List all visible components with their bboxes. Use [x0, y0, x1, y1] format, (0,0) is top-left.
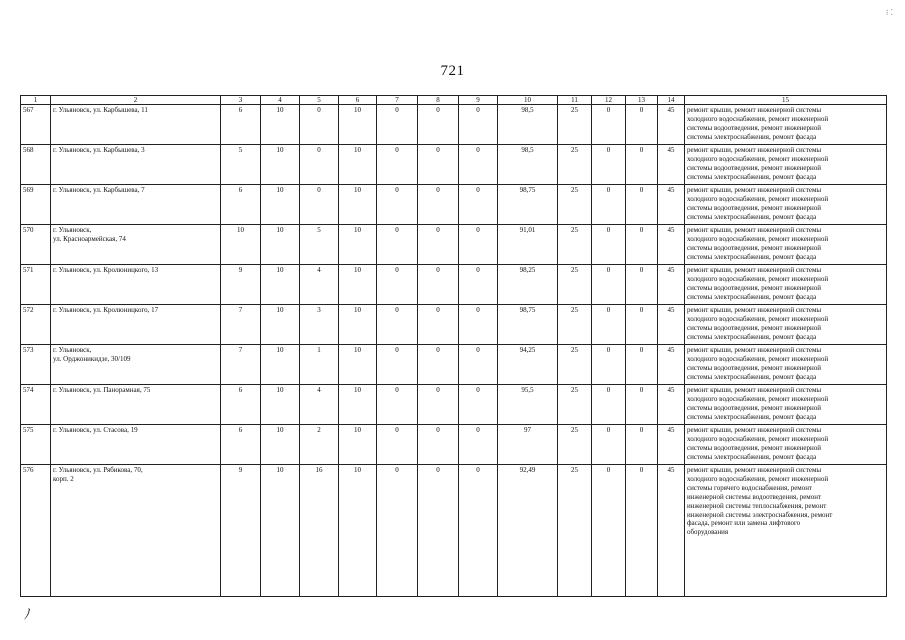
row-number: 572 — [21, 305, 51, 345]
address-line: г. Ульяновск, ул. Карбышева, 7 — [53, 186, 145, 194]
value-cell-5: 16 — [300, 465, 339, 597]
value-cell-11: 25 — [558, 105, 592, 145]
repair-works-line: системы водоотведения, ремонт инженерной — [687, 443, 822, 452]
value-cell-5: 4 — [300, 385, 339, 425]
value-cell-9: 0 — [459, 145, 498, 185]
value-cell-7: 0 — [377, 265, 418, 305]
value-cell-14: 45 — [658, 225, 685, 265]
repair-works-line: фасада, ремонт или замена лифтового — [687, 519, 801, 528]
value-cell-12: 0 — [592, 425, 626, 465]
row-number: 570 — [21, 225, 51, 265]
value-cell-3: 9 — [221, 465, 261, 597]
address-cell — [51, 265, 221, 305]
value-cell-5: 1 — [300, 345, 339, 385]
table-row — [21, 425, 887, 465]
value-cell-8: 0 — [418, 305, 459, 345]
value-cell-7: 0 — [377, 105, 418, 145]
value-cell-11: 25 — [558, 345, 592, 385]
value-cell-12: 0 — [592, 105, 626, 145]
value-cell-4: 10 — [261, 145, 300, 185]
value-cell-5: 5 — [300, 225, 339, 265]
repair-works-cell — [685, 305, 887, 345]
repair-works-line: ремонт крыши, ремонт инженерной системы — [687, 466, 822, 474]
table-row — [21, 305, 887, 345]
repair-works-cell — [685, 185, 887, 225]
repair-works-cell — [685, 225, 887, 265]
value-cell-13: 0 — [626, 425, 658, 465]
address-line: г. Ульяновск, — [53, 226, 92, 234]
repair-works-line: ремонт крыши, ремонт инженерной системы — [687, 266, 822, 274]
value-cell-13: 0 — [626, 305, 658, 345]
value-cell-9: 0 — [459, 105, 498, 145]
value-cell-9: 0 — [459, 465, 498, 597]
value-cell-6: 10 — [339, 185, 377, 225]
value-cell-12: 0 — [592, 185, 626, 225]
value-cell-10: 98,5 — [498, 105, 558, 145]
repair-works-line: системы электроснабжения, ремонт фасада — [687, 212, 817, 221]
value-cell-4: 10 — [261, 425, 300, 465]
column-header-12: 12 — [592, 96, 626, 105]
value-cell-9: 0 — [459, 265, 498, 305]
address-cell — [51, 385, 221, 425]
value-cell-11: 25 — [558, 465, 592, 597]
value-cell-14: 45 — [658, 305, 685, 345]
repair-works-cell — [685, 385, 887, 425]
value-cell-4: 10 — [261, 465, 300, 597]
value-cell-14: 45 — [658, 185, 685, 225]
value-cell-8: 0 — [418, 265, 459, 305]
value-cell-9: 0 — [459, 185, 498, 225]
repair-works-line: холодного водоснабжения, ремонт инженерной — [687, 154, 829, 163]
value-cell-6: 10 — [339, 345, 377, 385]
repair-works-line: системы водоотведения, ремонт инженерной — [687, 403, 822, 412]
repair-works-line: системы водоотведения, ремонт инженерной — [687, 363, 822, 372]
value-cell-12: 0 — [592, 465, 626, 597]
repair-works-line: ремонт крыши, ремонт инженерной системы — [687, 106, 822, 114]
column-header-11: 11 — [558, 96, 592, 105]
value-cell-4: 10 — [261, 265, 300, 305]
value-cell-6: 10 — [339, 225, 377, 265]
repair-works-line: ремонт крыши, ремонт инженерной системы — [687, 186, 822, 194]
repair-works-line: системы электроснабжения, ремонт фасада — [687, 332, 817, 341]
value-cell-5: 0 — [300, 185, 339, 225]
value-cell-6: 10 — [339, 305, 377, 345]
value-cell-13: 0 — [626, 465, 658, 597]
repair-works-line: ремонт крыши, ремонт инженерной системы — [687, 346, 822, 354]
value-cell-14: 45 — [658, 465, 685, 597]
column-header-6: 6 — [339, 96, 377, 105]
value-cell-14: 45 — [658, 425, 685, 465]
value-cell-14: 45 — [658, 265, 685, 305]
table-row — [21, 185, 887, 225]
value-cell-3: 6 — [221, 185, 261, 225]
column-header-8: 8 — [418, 96, 459, 105]
value-cell-14: 45 — [658, 105, 685, 145]
value-cell-3: 6 — [221, 425, 261, 465]
value-cell-7: 0 — [377, 305, 418, 345]
repair-works-line: инженерной системы водоотведения, ремонт — [687, 492, 822, 501]
value-cell-4: 10 — [261, 105, 300, 145]
value-cell-7: 0 — [377, 425, 418, 465]
value-cell-11: 25 — [558, 425, 592, 465]
repair-works-line: холодного водоснабжения, ремонт инженерной — [687, 274, 829, 283]
value-cell-6: 10 — [339, 425, 377, 465]
value-cell-13: 0 — [626, 105, 658, 145]
repair-works-line: оборудования — [687, 528, 729, 537]
repair-works-line: системы электроснабжения, ремонт фасада — [687, 172, 817, 181]
value-cell-10: 98,75 — [498, 185, 558, 225]
value-cell-3: 6 — [221, 385, 261, 425]
column-header-9: 9 — [459, 96, 498, 105]
repair-works-line: системы электроснабжения, ремонт фасада — [687, 132, 817, 141]
repair-works-line: системы электроснабжения, ремонт фасада — [687, 452, 817, 461]
value-cell-14: 45 — [658, 345, 685, 385]
address-cell — [51, 145, 221, 185]
value-cell-10: 95,5 — [498, 385, 558, 425]
repair-works-cell — [685, 465, 887, 597]
row-number: 575 — [21, 425, 51, 465]
column-header-5: 5 — [300, 96, 339, 105]
address-line: г. Ульяновск, — [53, 346, 92, 354]
corner-scan-mark: ⁝ ⁚ — [885, 8, 893, 17]
address-cell — [51, 305, 221, 345]
value-cell-6: 10 — [339, 465, 377, 597]
table-row — [21, 145, 887, 185]
value-cell-13: 0 — [626, 225, 658, 265]
value-cell-7: 0 — [377, 225, 418, 265]
repair-works-line: системы водоотведения, ремонт инженерной — [687, 323, 822, 332]
value-cell-7: 0 — [377, 465, 418, 597]
repair-works-line: инженерной системы электроснабжения, ремонт — [687, 510, 833, 519]
column-header-15: 15 — [685, 96, 887, 105]
row-number: 576 — [21, 465, 51, 597]
value-cell-11: 25 — [558, 185, 592, 225]
address-cell — [51, 105, 221, 145]
column-header-4: 4 — [261, 96, 300, 105]
repair-works-line: ремонт крыши, ремонт инженерной системы — [687, 146, 822, 154]
value-cell-8: 0 — [418, 425, 459, 465]
repair-works-line: системы электроснабжения, ремонт фасада — [687, 412, 817, 421]
value-cell-13: 0 — [626, 185, 658, 225]
repair-works-line: системы водоотведения, ремонт инженерной — [687, 163, 822, 172]
value-cell-3: 6 — [221, 105, 261, 145]
repair-works-cell — [685, 265, 887, 305]
value-cell-3: 10 — [221, 225, 261, 265]
row-number: 573 — [21, 345, 51, 385]
value-cell-12: 0 — [592, 265, 626, 305]
column-header-13: 13 — [626, 96, 658, 105]
value-cell-10: 91,01 — [498, 225, 558, 265]
repair-works-cell — [685, 345, 887, 385]
address-line: ул. Орджоникидзе, 30/109 — [53, 354, 131, 363]
value-cell-4: 10 — [261, 385, 300, 425]
value-cell-6: 10 — [339, 385, 377, 425]
row-number: 569 — [21, 185, 51, 225]
value-cell-14: 45 — [658, 145, 685, 185]
value-cell-12: 0 — [592, 345, 626, 385]
value-cell-9: 0 — [459, 425, 498, 465]
address-line: корп. 2 — [53, 474, 74, 483]
address-line: ул. Красноармейская, 74 — [53, 234, 126, 243]
value-cell-8: 0 — [418, 145, 459, 185]
column-header-14: 14 — [658, 96, 685, 105]
value-cell-7: 0 — [377, 385, 418, 425]
repair-works-line: холодного водоснабжения, ремонт инженерной — [687, 394, 829, 403]
column-header-7: 7 — [377, 96, 418, 105]
value-cell-6: 10 — [339, 145, 377, 185]
value-cell-10: 97 — [498, 425, 558, 465]
table-row — [21, 225, 887, 265]
column-header-2: 2 — [51, 96, 221, 105]
value-cell-13: 0 — [626, 345, 658, 385]
value-cell-5: 4 — [300, 265, 339, 305]
row-number: 567 — [21, 105, 51, 145]
table-row — [21, 465, 887, 597]
column-header-1: 1 — [21, 96, 51, 105]
repair-works-line: системы электроснабжения, ремонт фасада — [687, 372, 817, 381]
value-cell-12: 0 — [592, 225, 626, 265]
value-cell-8: 0 — [418, 465, 459, 597]
repair-works-line: ремонт крыши, ремонт инженерной системы — [687, 226, 822, 234]
address-line: г. Ульяновск, ул. Карбышева, 3 — [53, 146, 145, 154]
capital-repair-table — [20, 95, 887, 597]
address-cell — [51, 345, 221, 385]
value-cell-4: 10 — [261, 225, 300, 265]
repair-works-cell — [685, 145, 887, 185]
value-cell-13: 0 — [626, 385, 658, 425]
repair-works-line: ремонт крыши, ремонт инженерной системы — [687, 306, 822, 314]
value-cell-3: 9 — [221, 265, 261, 305]
repair-works-line: холодного водоснабжения, ремонт инженерной — [687, 194, 829, 203]
repair-works-line: холодного водоснабжения, ремонт инженерной — [687, 234, 829, 243]
address-line: г. Ульяновск, ул. Панорамная, 75 — [53, 386, 151, 394]
repair-works-line: холодного водоснабжения, ремонт инженерной — [687, 474, 829, 483]
repair-works-line: холодного водоснабжения, ремонт инженерной — [687, 434, 829, 443]
value-cell-5: 0 — [300, 105, 339, 145]
value-cell-5: 2 — [300, 425, 339, 465]
repair-works-line: системы электроснабжения, ремонт фасада — [687, 252, 817, 261]
repair-works-line: системы электроснабжения, ремонт фасада — [687, 292, 817, 301]
value-cell-3: 5 — [221, 145, 261, 185]
value-cell-9: 0 — [459, 305, 498, 345]
table-row — [21, 105, 887, 145]
value-cell-9: 0 — [459, 225, 498, 265]
value-cell-11: 25 — [558, 145, 592, 185]
column-header-3: 3 — [221, 96, 261, 105]
address-line: г. Ульяновск, ул. Стасова, 19 — [53, 426, 138, 434]
address-cell — [51, 225, 221, 265]
repair-works-line: инженерной системы теплоснабжения, ремонт — [687, 501, 827, 510]
row-number: 571 — [21, 265, 51, 305]
value-cell-10: 94,25 — [498, 345, 558, 385]
repair-works-line: ремонт крыши, ремонт инженерной системы — [687, 426, 822, 434]
value-cell-12: 0 — [592, 305, 626, 345]
value-cell-8: 0 — [418, 225, 459, 265]
address-line: г. Ульяновск, ул. Кролюницкого, 17 — [53, 306, 159, 314]
value-cell-11: 25 — [558, 265, 592, 305]
repair-works-cell — [685, 105, 887, 145]
value-cell-10: 98,25 — [498, 265, 558, 305]
value-cell-11: 25 — [558, 385, 592, 425]
value-cell-8: 0 — [418, 105, 459, 145]
repair-works-line: холодного водоснабжения, ремонт инженерной — [687, 114, 829, 123]
value-cell-8: 0 — [418, 345, 459, 385]
value-cell-3: 7 — [221, 305, 261, 345]
value-cell-7: 0 — [377, 345, 418, 385]
value-cell-4: 10 — [261, 345, 300, 385]
value-cell-11: 25 — [558, 225, 592, 265]
value-cell-7: 0 — [377, 145, 418, 185]
value-cell-14: 45 — [658, 385, 685, 425]
value-cell-8: 0 — [418, 185, 459, 225]
value-cell-3: 7 — [221, 345, 261, 385]
repair-works-line: системы водоотведения, ремонт инженерной — [687, 203, 822, 212]
margin-pen-mark: ﾉ — [24, 608, 31, 623]
value-cell-13: 0 — [626, 265, 658, 305]
value-cell-10: 98,5 — [498, 145, 558, 185]
value-cell-9: 0 — [459, 345, 498, 385]
value-cell-12: 0 — [592, 385, 626, 425]
value-cell-10: 92,49 — [498, 465, 558, 597]
value-cell-4: 10 — [261, 185, 300, 225]
repair-works-cell — [685, 425, 887, 465]
address-line: г. Ульяновск, ул. Рябикова, 70, — [53, 466, 143, 474]
table-row — [21, 385, 887, 425]
address-line: г. Ульяновск, ул. Карбышева, 11 — [53, 106, 148, 114]
row-number: 568 — [21, 145, 51, 185]
address-cell — [51, 185, 221, 225]
repair-works-line: системы горячего водоснабжения, ремонт — [687, 483, 813, 492]
repair-works-line: холодного водоснабжения, ремонт инженерной — [687, 354, 829, 363]
address-cell — [51, 465, 221, 597]
repair-works-line: системы водоотведения, ремонт инженерной — [687, 123, 822, 132]
page-number: 721 — [440, 63, 465, 79]
value-cell-5: 3 — [300, 305, 339, 345]
row-number: 574 — [21, 385, 51, 425]
table-row — [21, 345, 887, 385]
column-header-10: 10 — [498, 96, 558, 105]
value-cell-9: 0 — [459, 385, 498, 425]
value-cell-7: 0 — [377, 185, 418, 225]
value-cell-12: 0 — [592, 145, 626, 185]
value-cell-8: 0 — [418, 385, 459, 425]
address-line: г. Ульяновск, ул. Кролюницкого, 13 — [53, 266, 159, 274]
table-body — [21, 105, 887, 597]
repair-works-line: системы водоотведения, ремонт инженерной — [687, 243, 822, 252]
repair-works-line: ремонт крыши, ремонт инженерной системы — [687, 386, 822, 394]
value-cell-6: 10 — [339, 105, 377, 145]
value-cell-11: 25 — [558, 305, 592, 345]
table-header-row — [21, 96, 887, 105]
value-cell-6: 10 — [339, 265, 377, 305]
value-cell-10: 98,75 — [498, 305, 558, 345]
address-cell — [51, 425, 221, 465]
repair-works-line: системы водоотведения, ремонт инженерной — [687, 283, 822, 292]
value-cell-4: 10 — [261, 305, 300, 345]
table-row — [21, 265, 887, 305]
repair-works-line: холодного водоснабжения, ремонт инженерной — [687, 314, 829, 323]
value-cell-13: 0 — [626, 145, 658, 185]
value-cell-5: 0 — [300, 145, 339, 185]
